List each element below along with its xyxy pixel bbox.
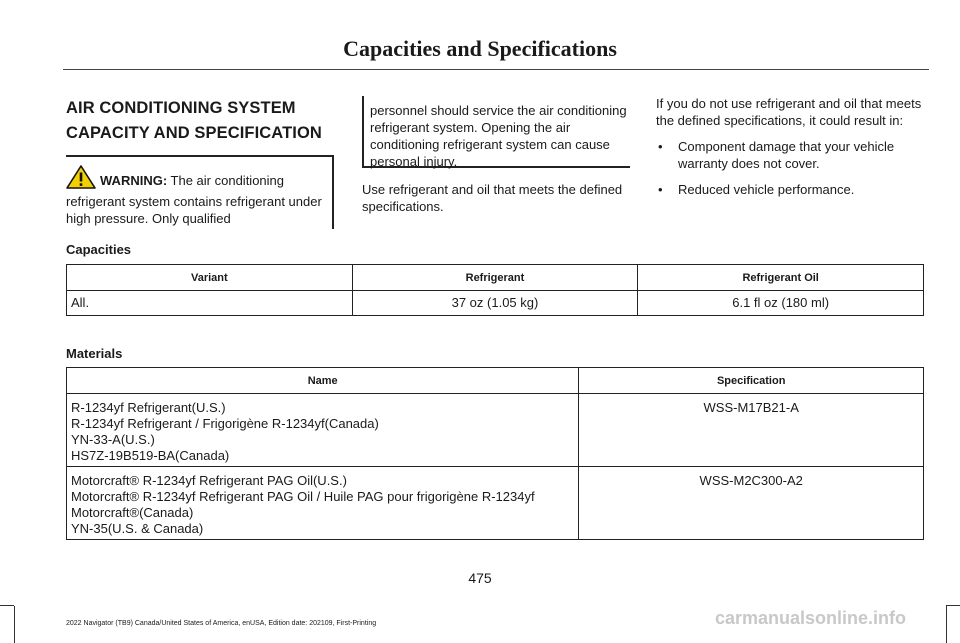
materials-table — [66, 367, 924, 540]
section-heading-line2: CAPACITY AND SPECIFICATION — [66, 124, 322, 142]
material-name-cell — [67, 467, 579, 540]
column-header-specification: Specification — [579, 368, 924, 394]
capacities-label: Capacities — [66, 242, 132, 257]
warning-triangle-icon — [66, 165, 96, 193]
body-paragraph-consequences: If you do not use refrigerant and oil that meets the defined specifications, it could result in: — [656, 96, 922, 128]
table-row — [67, 291, 924, 316]
material-name-line: R-1234yf Refrigerant / Frigorigène R-1234yf(Canada) — [71, 416, 379, 431]
table-row — [67, 467, 924, 540]
column-header-name: Name — [67, 368, 579, 394]
warning-box — [66, 155, 334, 229]
crop-mark-left-vertical — [8, 606, 15, 643]
warning-label: WARNING: — [100, 173, 168, 188]
specification-cell: WSS-M2C300-A2 — [579, 467, 924, 540]
section-heading — [66, 96, 334, 146]
section-heading-line1: AIR CONDITIONING SYSTEM — [66, 99, 296, 117]
materials-label: Materials — [66, 346, 123, 361]
title-rule — [63, 69, 929, 70]
material-name-line: YN-33-A(U.S.) — [71, 432, 155, 447]
list-item: • Reduced vehicle performance. — [656, 182, 924, 199]
edition-footer: 2022 Navigator (TB9) Canada/United States of America, enUSA, Edition date: 202109, First-Printing — [66, 620, 377, 627]
list-item: • Component damage that your vehicle warranty does not cover. — [656, 139, 924, 172]
refrigerant-cell: 37 oz (1.05 kg) — [352, 291, 638, 316]
table-header-row — [67, 368, 924, 394]
consequences-column — [656, 96, 924, 209]
material-name-line: Motorcraft®(Canada) — [71, 505, 194, 520]
watermark: carmanualsonline.info — [715, 608, 907, 628]
material-name-line: R-1234yf Refrigerant(U.S.) — [71, 400, 226, 415]
capacities-table — [66, 264, 924, 316]
column-header-refrigerant: Refrigerant — [352, 265, 638, 291]
column-header-refrigerant-oil: Refrigerant Oil — [638, 265, 924, 291]
warning-text: The air conditioning refrigerant system contains refrigerant under high pressure. Only qualified — [66, 173, 322, 226]
specification-cell: WSS-M17B21-A — [579, 394, 924, 467]
table-row — [67, 394, 924, 467]
variant-cell: All. — [67, 291, 353, 316]
column-header-variant: Variant — [67, 265, 353, 291]
table-header-row — [67, 265, 924, 291]
material-name-line: YN-35(U.S. & Canada) — [71, 521, 204, 536]
material-name-cell — [67, 394, 579, 467]
material-name-line: HS7Z-19B519-BA(Canada) — [71, 448, 230, 463]
page-number: 475 — [468, 570, 492, 586]
crop-mark-right-vertical — [946, 606, 953, 643]
refrigerant-oil-cell: 6.1 fl oz (180 ml) — [638, 291, 924, 316]
material-name-line: Motorcraft® R-1234yf Refrigerant PAG Oil(U.S.) — [71, 473, 347, 488]
material-name-line: Motorcraft® R-1234yf Refrigerant PAG Oil / Huile PAG pour frigorigène R-1234yf — [71, 489, 535, 504]
warning-continuation: personnel should service the air conditioning refrigerant system. Opening the air conditioning refrigerant system can cause personal injury. — [362, 96, 630, 168]
body-paragraph-specs: Use refrigerant and oil that meets the defined specifications. — [362, 182, 623, 214]
consequence-list — [656, 139, 924, 199]
page-title: Capacities and Specifications — [343, 36, 617, 61]
